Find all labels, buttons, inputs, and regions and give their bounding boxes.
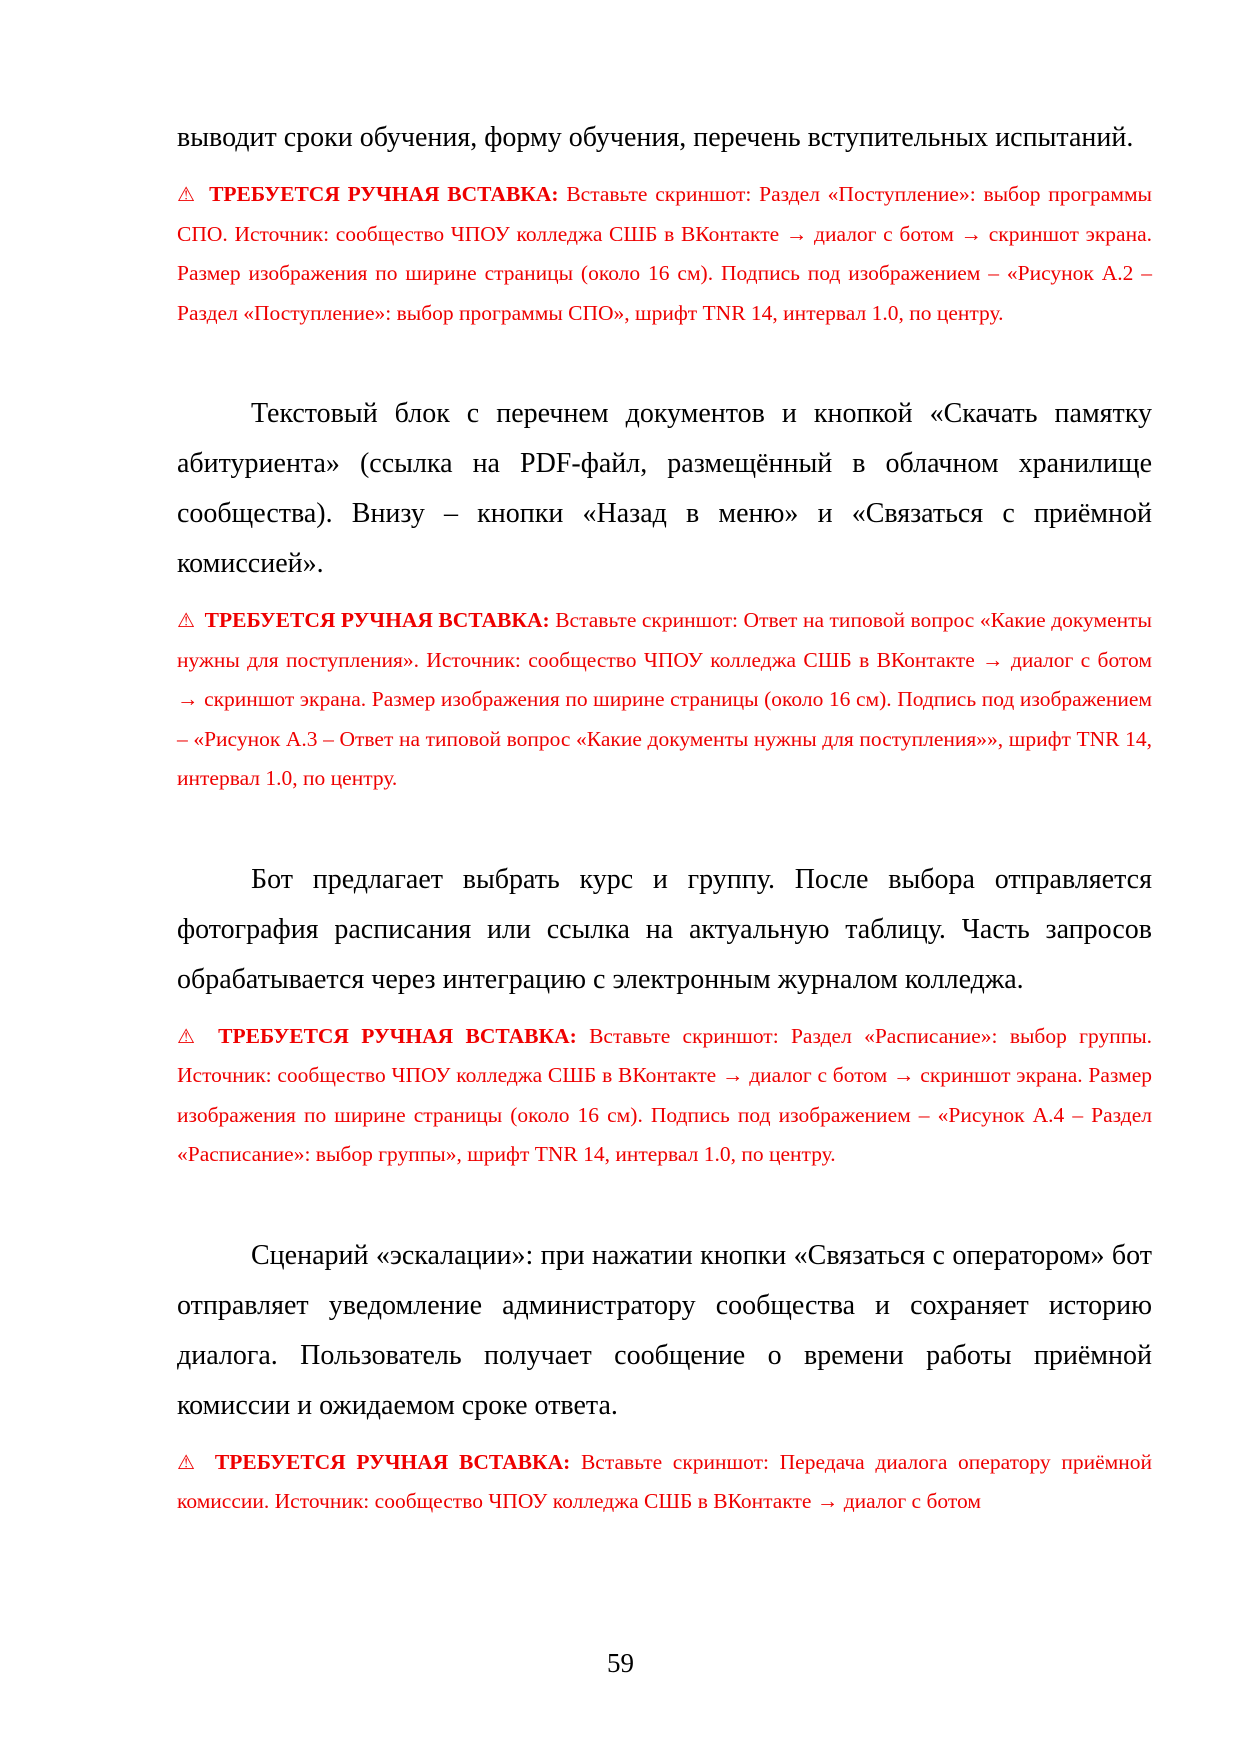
spacer — [177, 333, 1152, 389]
warning-icon: ⚠ — [177, 608, 196, 632]
notice-label: ТРЕБУЕТСЯ РУЧНАЯ ВСТАВКА: — [204, 608, 550, 632]
body-paragraph: Текстовый блок с перечнем документов и кнопкой «Скачать памятку абитуриента» (ссылка на PDF-файл, размещённый в облачном хранилище сообщества). Внизу – кнопки «Назад в меню» и «Связаться с приёмной комиссией». — [177, 398, 1152, 579]
spacer — [177, 163, 1152, 175]
spacer — [177, 1431, 1152, 1443]
spacer — [177, 1005, 1152, 1017]
warning-icon: ⚠ — [177, 182, 198, 206]
notice-text: Вставьте скриншот: Раздел «Поступление»: выбор программы СПО. Источник: сообщество ЧПОУ колледжа СШБ в ВКонтакте → диалог с ботом → скриншот экрана. Размер изображения по ширине страницы (около 16 см). Подпись под изображением – «Рисунок А.2 – Раздел «Поступление»: выбор программы СПО», шрифт TNR 14, интервал 1.0, по центру. — [177, 182, 1153, 325]
notice-text: Вставьте скриншот: Раздел «Расписание»: выбор группы. Источник: сообщество ЧПОУ колледжа СШБ в ВКонтакте → диалог с ботом → скриншот экрана. Размер изображения по ширине страницы (около 16 см). Подпись под изображением – «Рисунок А.4 – Раздел «Расписание»: выбор группы», шрифт TNR 14, интервал 1.0, по центру. — [177, 1023, 1153, 1166]
notice-text: Вставьте скриншот: Ответ на типовой вопрос «Какие документы нужны для поступления». Источник: сообщество ЧПОУ колледжа СШБ в ВКонтакте → диалог с ботом → скриншот экрана. Размер изображения по ширине страницы (около 16 см). Подпись под изображением – «Рисунок А.3 – Ответ на типовой вопрос «Какие документы нужны для поступления»», шрифт TNR 14, интервал 1.0, по центру. — [177, 608, 1153, 790]
notice-text: Вставьте скриншот: Передача диалога оператору приёмной комиссии. Источник: сообщество ЧПОУ колледжа СШБ в ВКонтакте → диалог с ботом — [177, 1449, 1153, 1513]
warning-icon: ⚠ — [177, 1449, 201, 1474]
notice-label: ТРЕБУЕТСЯ РУЧНАЯ ВСТАВКА: — [209, 182, 559, 206]
manual-insert-notice — [177, 175, 1152, 333]
warning-icon: ⚠ — [177, 1023, 202, 1048]
body-paragraph: Сценарий «эскалации»: при нажатии кнопки «Связаться с оператором» бот отправляет уведомление администратору сообщества и сохраняет историю диалога. Пользователь получает сообщение о времени работы приёмной комиссии и ожидаемом сроке ответа. — [177, 1239, 1152, 1421]
notice-label: ТРЕБУЕТСЯ РУЧНАЯ ВСТАВКА: — [218, 1023, 577, 1048]
spacer — [177, 1175, 1152, 1231]
manual-insert-notice — [177, 1443, 1152, 1522]
manual-insert-notice — [177, 1017, 1152, 1175]
body-paragraph: выводит сроки обучения, форму обучения, перечень вступительных испытаний. — [177, 122, 1134, 153]
body-paragraph: Бот предлагает выбрать курс и группу. После выбора отправляется фотография расписания или ссылка на актуальную таблицу. Часть запросов обрабатывается через интеграцию с электронным журналом колледжа. — [177, 863, 1152, 995]
spacer — [177, 799, 1152, 855]
notice-label: ТРЕБУЕТСЯ РУЧНАЯ ВСТАВКА: — [214, 1449, 571, 1474]
document-page — [177, 113, 1152, 1522]
page-number: 59 — [607, 1648, 634, 1678]
manual-insert-notice — [177, 601, 1152, 799]
spacer — [177, 589, 1152, 601]
